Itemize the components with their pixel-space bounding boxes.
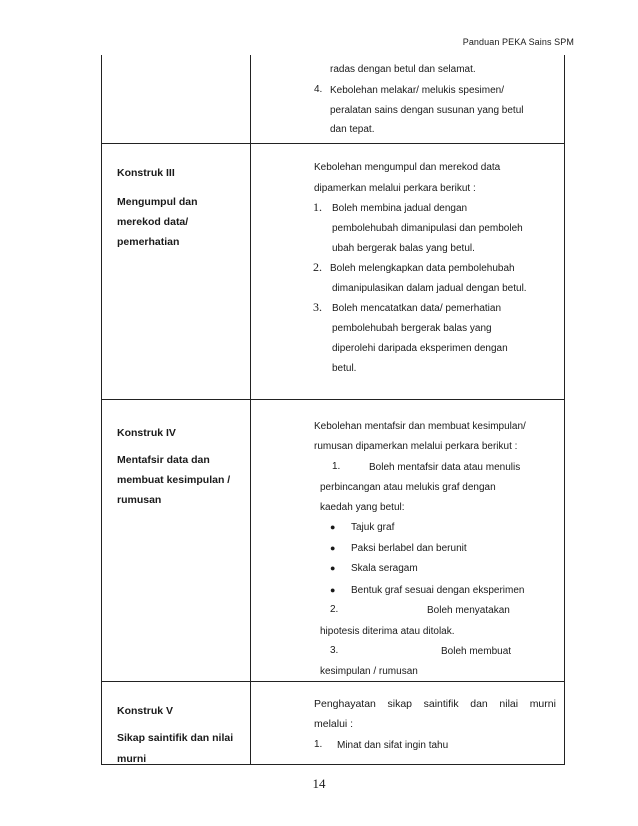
bullet-item: Paksi berlabel dan berunit [351,543,467,554]
intro-word: sikap [387,698,413,710]
item-line: kesimpulan / rumusan [320,666,418,677]
bullet-item: Skala seragam [351,563,418,574]
item-line: Boleh melengkapkan data pembolehubah [330,263,515,274]
item-line: diperolehi daripada eksperimen dengan [332,343,508,354]
intro-justified-line [314,698,556,710]
item-line: Boleh membuat [441,646,512,657]
bullet-icon: ● [330,543,336,553]
intro-word: dan [470,698,488,710]
item-number: 4. [314,84,323,95]
intro-line: Kebolehan mengumpul dan merekod data [314,162,501,173]
row0-line: dan tepat. [330,124,375,135]
construct-subtitle-line: Mentafsir data dan [117,454,210,466]
row-divider [101,143,564,144]
page-header: Panduan PEKA Sains SPM [462,37,574,47]
item-line: Boleh mentafsir data atau menulis [369,462,521,473]
item-number: 2. [313,260,322,274]
intro-word: murni [529,698,556,710]
construct-subtitle-line: membuat kesimpulan / [117,474,231,486]
intro-line: rumusan dipamerkan melalui perkara berikut : [314,441,518,452]
intro-line: Kebolehan mentafsir dan membuat kesimpulan/ [314,421,526,432]
item-number: 3. [330,645,339,656]
row0-line: peralatan sains dengan susunan yang betul [330,105,524,116]
item-line: hipotesis diterima atau ditolak. [320,626,455,637]
item-line: dimanipulasikan dalam jadual dengan betul. [332,283,527,294]
item-number: 2. [330,604,339,615]
page-number: 14 [312,776,326,791]
construct-title: Konstruk III [117,167,175,179]
item-line: ubah bergerak balas yang betul. [332,243,475,254]
construct-subtitle-line: Mengumpul dan [117,196,198,208]
construct-subtitle-line: murni [117,753,147,765]
row0-line: Kebolehan melakar/ melukis spesimen/ [330,85,504,96]
intro-word: Penghayatan [314,698,376,710]
item-line: Minat dan sifat ingin tahu [337,740,449,751]
bullet-item: Tajuk graf [351,522,395,533]
construct-subtitle-line: merekod data/ [117,216,189,228]
item-number: 1. [332,461,341,472]
intro-word: saintifik [423,698,459,710]
item-number: 3. [313,300,322,314]
intro-line: dipamerkan melalui perkara berikut : [314,183,476,194]
bullet-icon: ● [330,522,336,532]
item-line: pembolehubah bergerak balas yang [332,323,492,334]
bullet-icon: ● [330,585,336,595]
item-line: pembolehubah dimanipulasi dan pemboleh [332,223,523,234]
item-line: Boleh membina jadual dengan [332,203,468,214]
item-line: Boleh mencatatkan data/ pemerhatian [332,303,501,314]
item-number: 1. [313,200,322,214]
construct-subtitle-line: pemerhatian [117,236,180,248]
item-number: 1. [314,739,323,750]
construct-subtitle-line: Sikap saintifik dan nilai [117,732,234,744]
intro-line: melalui : [314,718,354,730]
column-divider [250,55,251,765]
construct-title: Konstruk V [117,705,174,717]
intro-word: nilai [499,698,519,710]
bullet-icon: ● [330,563,336,573]
row-divider [101,399,564,400]
construct-title: Konstruk IV [117,427,176,439]
construct-subtitle-line: rumusan [117,494,162,506]
row0-line: radas dengan betul dan selamat. [330,64,476,75]
item-line: Boleh menyatakan [427,605,510,616]
item-line: kaedah yang betul: [320,502,405,513]
bullet-item: Bentuk graf sesuai dengan eksperimen [351,585,525,596]
item-line: perbincangan atau melukis graf dengan [320,482,496,493]
item-line: betul. [332,363,357,374]
row-divider [101,681,564,682]
